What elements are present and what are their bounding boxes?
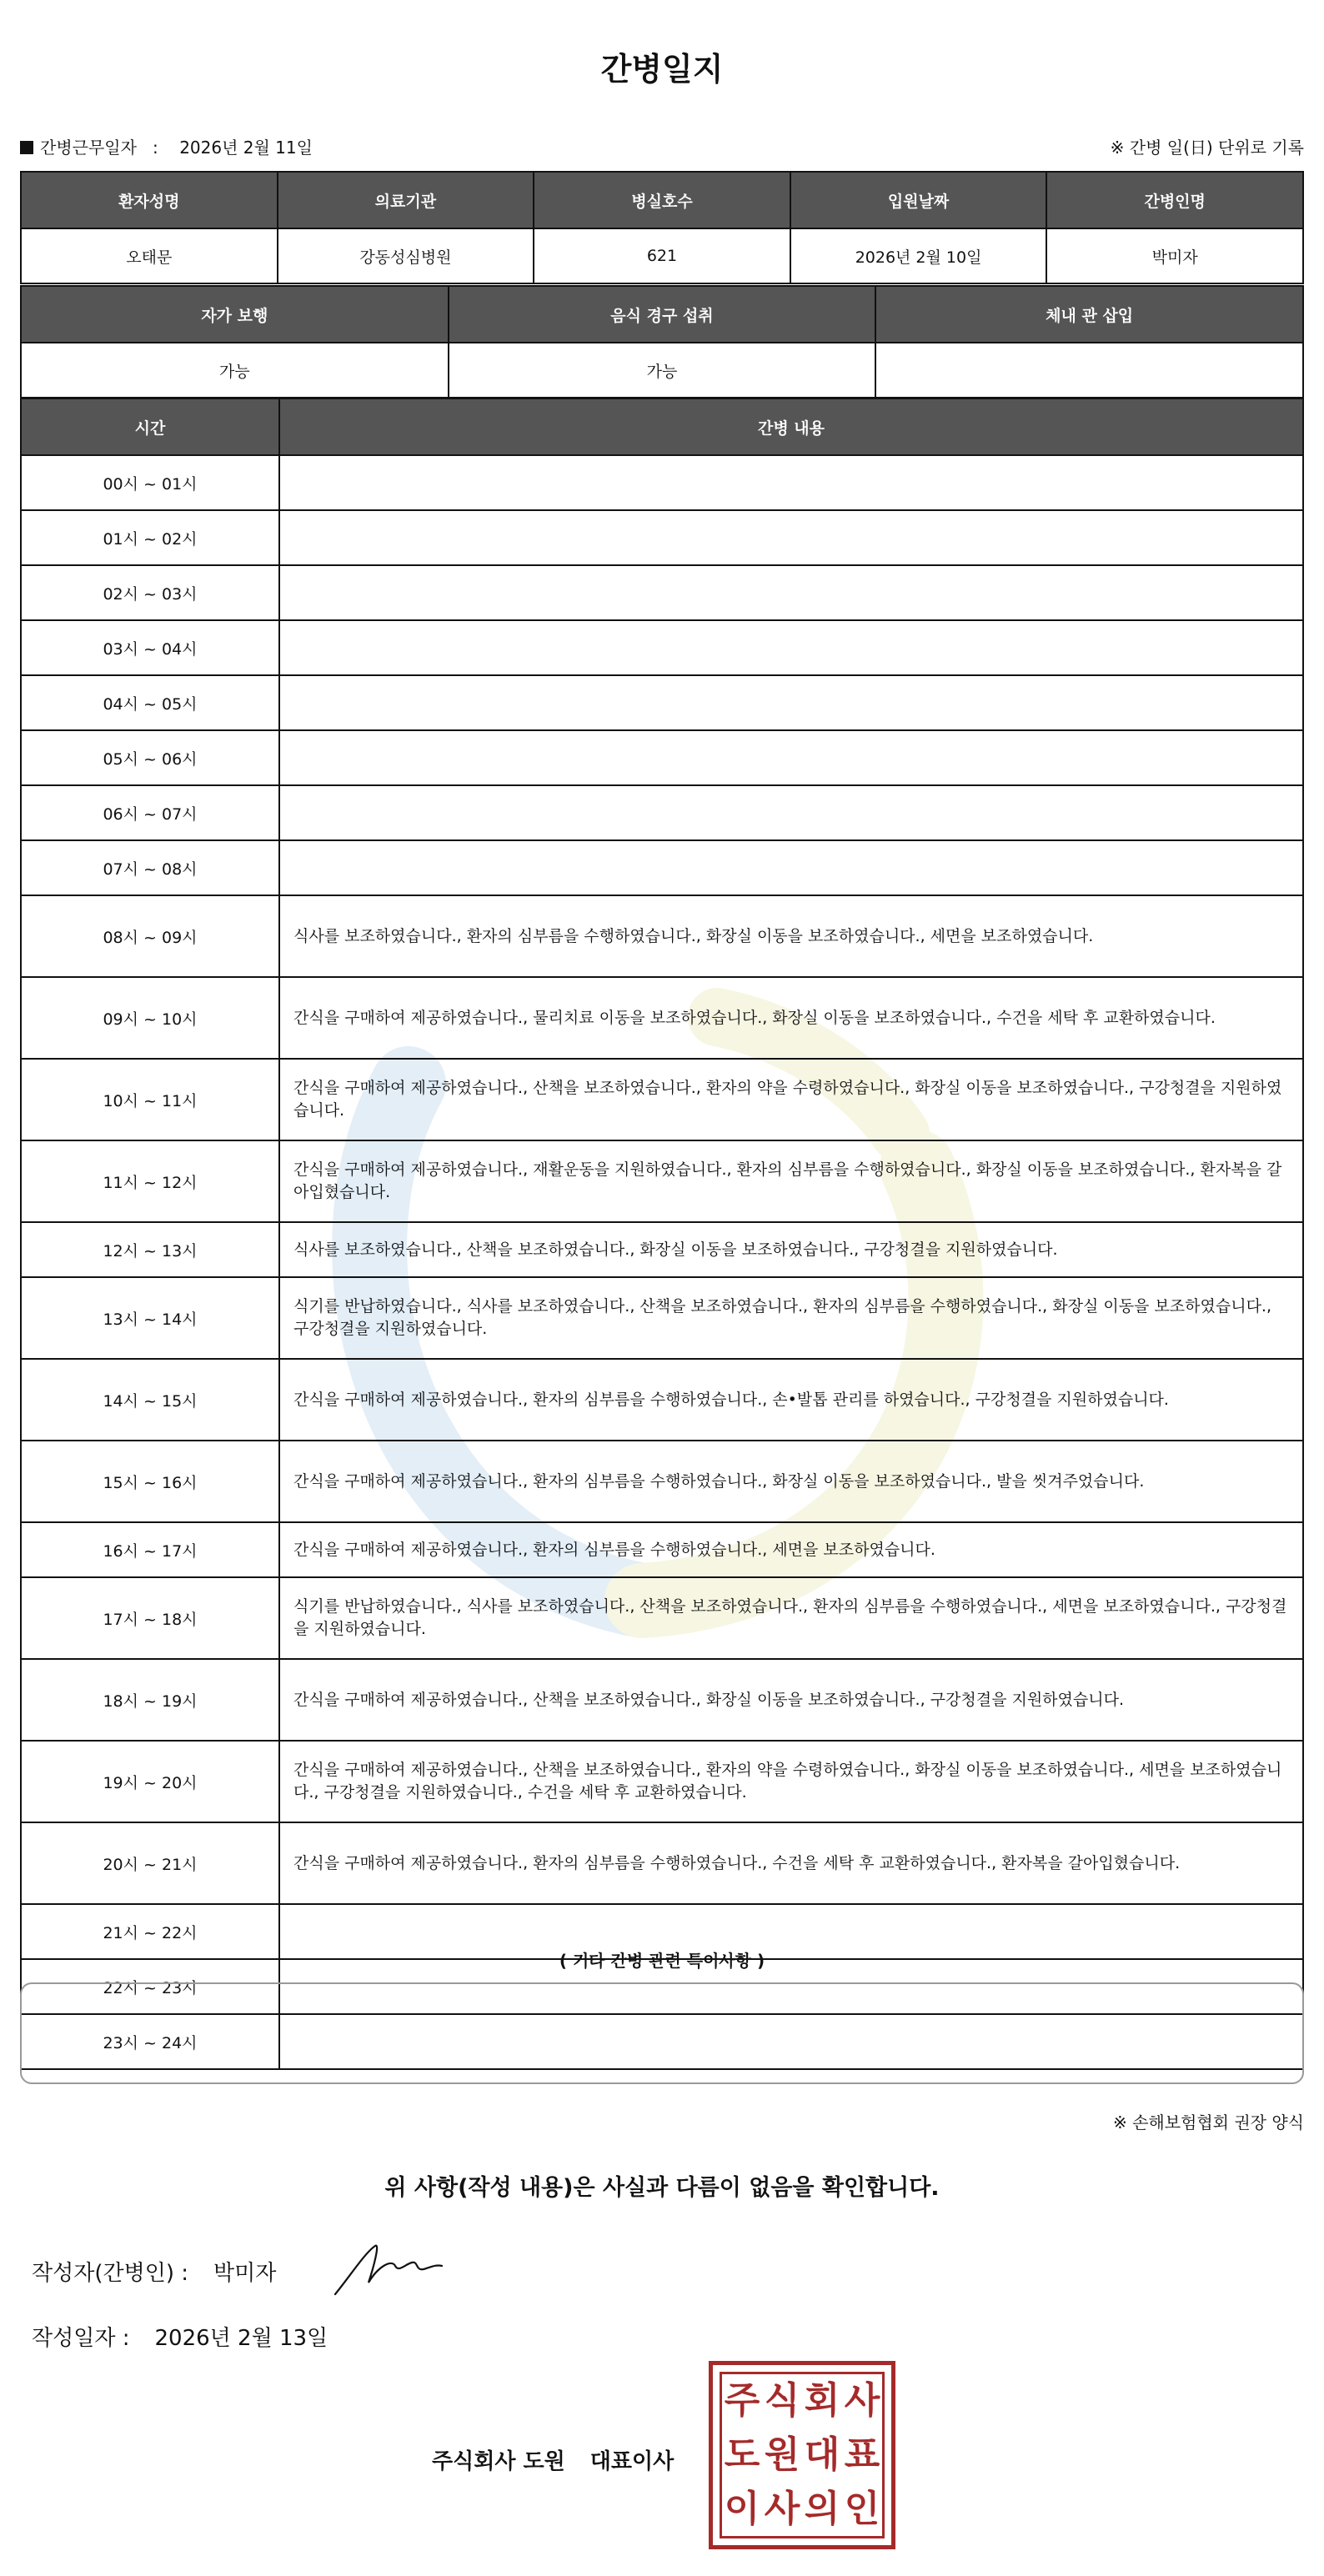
time-cell: 01시 ~ 02시	[21, 510, 279, 565]
company-name: 주식회사 도원	[432, 2449, 565, 2474]
table-row	[21, 1059, 1303, 1140]
content-cell: 간식을 구매하여 제공하였습니다., 환자의 심부름을 수행하였습니다., 화장실 이동을 보조하였습니다., 발을 씻겨주었습니다.	[279, 1441, 1303, 1522]
patient-header: 의료기관	[278, 172, 534, 228]
content-cell	[279, 510, 1303, 565]
ability-header: 음식 경구 섭취	[449, 286, 876, 343]
table-row	[21, 1140, 1303, 1222]
content-cell: 간식을 구매하여 제공하였습니다., 환자의 심부름을 수행하였습니다., 세면을 보조하였습니다.	[279, 1522, 1303, 1577]
table-row	[21, 455, 1303, 510]
content-cell: 식사를 보조하였습니다., 환자의 심부름을 수행하였습니다., 화장실 이동을 보조하였습니다., 세면을 보조하였습니다.	[279, 895, 1303, 977]
content-cell	[279, 620, 1303, 675]
content-cell: 간식을 구매하여 제공하였습니다., 환자의 심부름을 수행하였습니다., 손•발톱 관리를 하였습니다., 구강청결을 지원하였습니다.	[279, 1359, 1303, 1441]
written-date: 2026년 2월 13일	[154, 2326, 328, 2351]
meta-row	[20, 129, 1304, 159]
table-row	[21, 1441, 1303, 1522]
table-row	[21, 565, 1303, 620]
content-cell: 간식을 구매하여 제공하였습니다., 재활운동을 지원하였습니다., 환자의 심부름을 수행하였습니다., 화장실 이동을 보조하였습니다., 환자복을 갈아입혔습니다.	[279, 1140, 1303, 1222]
time-header: 시간	[21, 398, 279, 455]
content-cell: 간식을 구매하여 제공하였습니다., 산책을 보조하였습니다., 화장실 이동을 보조하였습니다., 구강청결을 지원하였습니다.	[279, 1659, 1303, 1741]
work-date-sep: :	[153, 138, 158, 158]
confirm-statement: 위 사항(작성 내용)은 사실과 다름이 없음을 확인합니다.	[384, 2175, 940, 2201]
time-cell: 12시 ~ 13시	[21, 1222, 279, 1277]
content-header: 간병 내용	[279, 398, 1303, 455]
content-cell: 식기를 반납하였습니다., 식사를 보조하였습니다., 산책을 보조하였습니다., 환자의 심부름을 수행하였습니다., 화장실 이동을 보조하였습니다., 구강청결을 지원하였습니다.	[279, 1277, 1303, 1359]
patient-header: 병실호수	[534, 172, 790, 228]
content-cell	[279, 730, 1303, 785]
content-cell: 식사를 보조하였습니다., 산책을 보조하였습니다., 화장실 이동을 보조하였습니다., 구강청결을 지원하였습니다.	[279, 1222, 1303, 1277]
patient-header: 간병인명	[1046, 172, 1303, 228]
care-log-table	[20, 398, 1304, 2070]
self-walking: 가능	[21, 343, 449, 398]
signature	[325, 2234, 450, 2309]
time-cell: 21시 ~ 22시	[21, 1904, 279, 1959]
seal-char: 도	[724, 2433, 760, 2476]
time-cell: 08시 ~ 09시	[21, 895, 279, 977]
seal-char: 대	[804, 2433, 840, 2476]
table-row	[21, 510, 1303, 565]
time-cell: 03시 ~ 04시	[21, 620, 279, 675]
time-cell: 18시 ~ 19시	[21, 1659, 279, 1741]
writer-name: 박미자	[213, 2261, 277, 2286]
table-row	[21, 1741, 1303, 1822]
seal-char: 회	[804, 2379, 840, 2423]
ceo-label: 대표이사	[589, 2449, 675, 2474]
table-row	[21, 1222, 1303, 1277]
ability-header: 자가 보행	[21, 286, 449, 343]
work-date-label: 간병근무일자	[40, 138, 137, 158]
oral-intake: 가능	[449, 343, 876, 398]
table-row	[21, 1359, 1303, 1441]
content-cell: 간식을 구매하여 제공하였습니다., 산책을 보조하였습니다., 환자의 약을 수령하였습니다., 화장실 이동을 보조하였습니다., 세면을 보조하였습니다., 구강청결을 지원하였습니다., 수건을 세탁 후 교환하였습니다.	[279, 1741, 1303, 1822]
seal-char: 식	[764, 2379, 800, 2423]
time-cell: 10시 ~ 11시	[21, 1059, 279, 1140]
time-cell: 14시 ~ 15시	[21, 1359, 279, 1441]
seal-char: 사	[764, 2487, 800, 2530]
square-bullet-icon	[20, 141, 33, 154]
time-cell: 17시 ~ 18시	[21, 1577, 279, 1659]
content-cell: 간식을 구매하여 제공하였습니다., 산책을 보조하였습니다., 환자의 약을 수령하였습니다., 화장실 이동을 보조하였습니다., 구강청결을 지원하였습니다.	[279, 1059, 1303, 1140]
time-cell: 16시 ~ 17시	[21, 1522, 279, 1577]
company-seal	[709, 2361, 895, 2549]
content-cell	[279, 455, 1303, 510]
seal-char: 표	[844, 2433, 880, 2476]
work-date-value: 2026년 2월 11일	[179, 138, 313, 158]
time-cell: 13시 ~ 14시	[21, 1277, 279, 1359]
unit-note: ※ 간병 일(日) 단위로 기록	[1110, 138, 1304, 158]
patient-header: 입원날짜	[790, 172, 1047, 228]
remarks-title: ( 기타 간병 관련 특이사항 )	[559, 1951, 765, 1971]
written-date-line	[32, 2321, 328, 2352]
ability-table	[20, 285, 1304, 398]
seal-char: 인	[844, 2487, 880, 2530]
content-cell	[279, 675, 1303, 730]
tube-insertion	[875, 343, 1303, 398]
content-cell: 간식을 구매하여 제공하였습니다., 환자의 심부름을 수행하였습니다., 수건을 세탁 후 교환하였습니다., 환자복을 갈아입혔습니다.	[279, 1822, 1303, 1904]
content-cell: 식기를 반납하였습니다., 식사를 보조하였습니다., 산책을 보조하였습니다., 환자의 심부름을 수행하였습니다., 세면을 보조하였습니다., 구강청결을 지원하였습니다.	[279, 1577, 1303, 1659]
table-row	[21, 840, 1303, 895]
seal-char: 주	[724, 2379, 760, 2423]
time-cell: 04시 ~ 05시	[21, 675, 279, 730]
seal-char: 원	[764, 2433, 800, 2476]
time-cell: 11시 ~ 12시	[21, 1140, 279, 1222]
patient-name: 오태문	[21, 228, 278, 283]
hospital: 강동성심병원	[278, 228, 534, 283]
table-row	[21, 730, 1303, 785]
table-row	[21, 1577, 1303, 1659]
content-cell	[279, 840, 1303, 895]
writer-label: 작성자(간병인) :	[32, 2261, 189, 2286]
table-row	[21, 977, 1303, 1059]
content-cell	[279, 785, 1303, 840]
patient-info-table	[20, 171, 1304, 284]
seal-char: 사	[844, 2379, 880, 2423]
time-cell: 05시 ~ 06시	[21, 730, 279, 785]
time-cell: 20시 ~ 21시	[21, 1822, 279, 1904]
remarks-box	[20, 1982, 1304, 2084]
table-row	[21, 675, 1303, 730]
table-row	[21, 1277, 1303, 1359]
table-row	[21, 1522, 1303, 1577]
caregiver-name: 박미자	[1046, 228, 1303, 283]
writer-line	[32, 2256, 276, 2287]
table-row	[21, 785, 1303, 840]
room-number: 621	[534, 228, 790, 283]
written-date-label: 작성일자 :	[32, 2326, 130, 2351]
admission-date: 2026년 2월 10일	[790, 228, 1047, 283]
time-cell: 06시 ~ 07시	[21, 785, 279, 840]
time-cell: 23시 ~ 24시	[21, 2014, 279, 2069]
time-cell: 19시 ~ 20시	[21, 1741, 279, 1822]
table-row	[21, 620, 1303, 675]
content-cell: 간식을 구매하여 제공하였습니다., 물리치료 이동을 보조하였습니다., 화장실 이동을 보조하였습니다., 수건을 세탁 후 교환하였습니다.	[279, 977, 1303, 1059]
patient-header: 환자성명	[21, 172, 278, 228]
work-date	[20, 134, 313, 158]
table-row	[21, 1659, 1303, 1741]
time-cell: 02시 ~ 03시	[21, 565, 279, 620]
ability-header: 체내 관 삽입	[875, 286, 1303, 343]
document-title: 간병일지	[600, 51, 724, 88]
time-cell: 00시 ~ 01시	[21, 455, 279, 510]
insurance-note: ※ 손해보험협회 권장 양식	[1112, 2112, 1304, 2132]
time-cell: 07시 ~ 08시	[21, 840, 279, 895]
time-cell: 22시 ~ 23시	[21, 1959, 279, 2014]
seal-char: 의	[804, 2487, 840, 2530]
time-cell: 09시 ~ 10시	[21, 977, 279, 1059]
table-row	[21, 1822, 1303, 1904]
time-cell: 15시 ~ 16시	[21, 1441, 279, 1522]
seal-char: 이	[724, 2487, 760, 2530]
company-line	[432, 2444, 674, 2475]
content-cell	[279, 565, 1303, 620]
table-row	[21, 895, 1303, 977]
